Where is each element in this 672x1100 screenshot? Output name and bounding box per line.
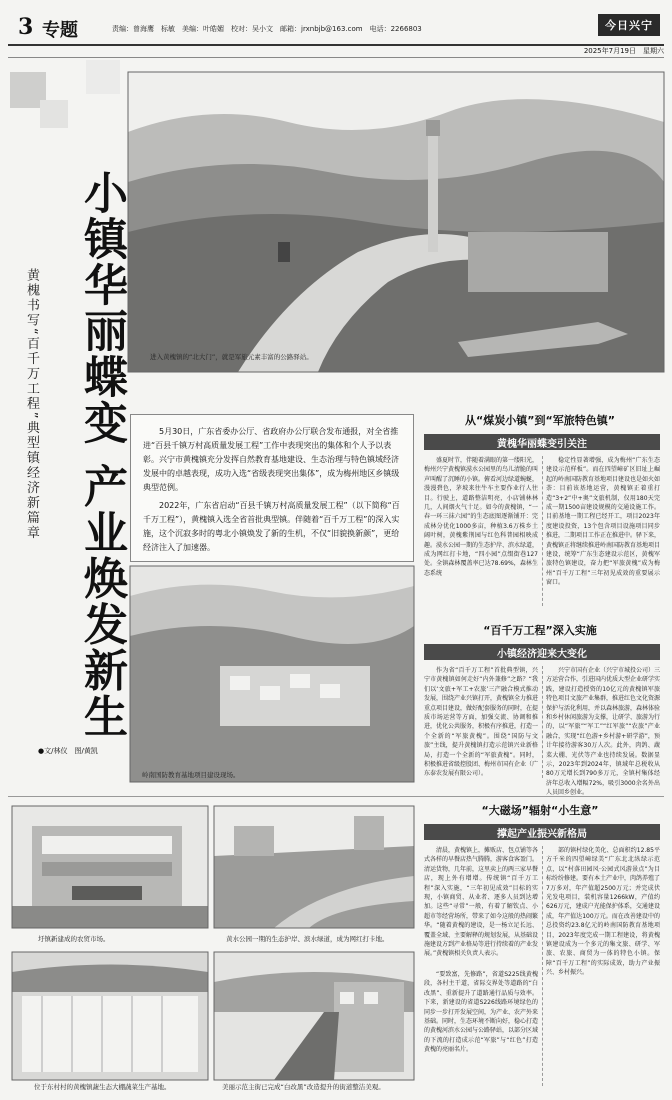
caption-gallery-3: 位于东村村的黄槐镇蔬生态大棚蔬菜生产基地。 [34, 1083, 171, 1091]
column-divider [542, 666, 543, 778]
header-rule [8, 44, 664, 46]
section3-bar: 撑起产业振兴新格局 [424, 824, 660, 840]
section1-title: 从“煤炭小镇”到“军旅特色镇” [465, 414, 615, 427]
section1-bar: 黄槐华丽蝶变引关注 [424, 434, 660, 450]
section-name: 专题 [42, 20, 78, 41]
caption-gallery-2: 黄水公园一期的生态护岸、滨水绿道，成为网红打卡地。 [226, 935, 389, 943]
section2-column [546, 666, 661, 797]
section2-bar: 小镇经济迎来大变化 [424, 644, 660, 660]
section1-column [546, 456, 660, 608]
body-text: “要致富，先修路”，省道S225线黄槐段，各村主干道，省际交界处等道路的“白改黑”、重新提升了道路通行品质与效率。下来，新建设的省道S226线路环境绿色的同步一步打开发展空间，为产业、农产外来基础。同时，生态环境不断向好，稳心打造的黄槐河滨水公园与公路驿站，以部分区域的下流的打造成示范“军旅”与“红色”打造黄槐的亮丽名片。 [424, 971, 539, 1054]
body-text: 作为省“百千万工程”首批典型镇，兴宁市黄槐镇如何走好“内外兼修”之路？“我们以‘文旅+军工+农旅’三产融合模式推动发展，围绕产业兴镇打开，黄槐镇全力推进重点项目建设，做好配套服务的同时，在提质市场运营等方面，加强交流、协调和推进，优化公共服务，积极有序推进，打造一个全新的“军旅黄槐”。围绕“国防与文旅”主线，提升黄槐镇打造示范镇兴业新格局，打造一个全新的“军旅黄槐”。同时，积极推进省级控股团、梅州市国有企业（广东泰农发展有限公司）。 [424, 667, 539, 778]
caption-gallery-1: 圩镇新建成的农贸市场。 [38, 935, 110, 943]
section2-column [424, 666, 538, 780]
masthead [8, 14, 664, 44]
photo-waterfront-park [214, 806, 414, 928]
body-text: 部的镇村绿化美化、总面积约12.85平方千米的四望嶂绿美“广东北北纵绿示范点，以“村落田园风·公园式风游景点”为目标纷纷修建。要有本土产业中，肉鸽养殖了7万多对，年产值超2500万元；并完成伏光发电项目，装机容量1266kW，产值约626万元，建成户光能保护体系，交通建设成，年产值达100万元。而在改善建设中的总投资约23.8亿元的岭南国防教育基地项目，2023年度完成一期工程建设，将黄槐镇建设成为一个多元的集文旅、研学、军旅、农旅、商贸为一体的特色小镇。保障“百千万工程”的实际成效，助力产业振兴、乡村振兴。 [546, 847, 661, 977]
body-text: 清晨，黄槐镇上，摊贩店、包点铺等各式各样的早餐店热气腾腾，游客食客盈门。清运货物，几年前，这里卖上的两三家早餐店，现上外有增增。传统镇“百千万工程”深入实施，“三年初见成效”目标的实现，小镇商贸、从业者、逐多人员到达增加。这些“寻常”一般，有着了解钦点、小超市等经营场所，带来了如今这般的热闹繁华。“随着黄槐的建设，是一杨立足长远、覆盖全域、主要解释的规划发展，从基础设施建设方到产业格局等进行持续着的产业发展。”黄槐镇相关负责人表示。 [424, 847, 539, 958]
section3-column [546, 846, 660, 1086]
issue-date: 2025年7月19日 星期六 [583, 47, 664, 55]
section2-title: “百千万工程”深入实施 [483, 624, 597, 637]
photo-gateway-road [128, 72, 664, 372]
lead-box [130, 414, 414, 562]
lead-paragraph: 5月30日，广东省委办公厅、省政府办公厅联合发布通报，对全省推进“百县千镇万村高质量发展工程”工作中表现突出的集体和个人予以表彰。兴宁市黄槐镇充分发挥自然教育基地建设、生态治理与特色镇域经济发展中的卓越表现，成功入选“省级表现突出集体”，成为梅州地区乡镇级典型范例。 [143, 427, 400, 492]
main-headline: 小镇华丽蝶变 产业焕发新生 [76, 170, 127, 740]
caption-mid-photo: 岭南国防教育基地项目建设现场。 [142, 771, 240, 779]
body-text: 兴宁市国有企业（兴宁市城投公司）三方运营合作，引进国内优质大型企业研学实践，建设打造授资的10亿元的黄槐镇军旅特色项目文旅产业集群，推进红色文化资源保护与活化利用，并以森林旅游，森林体验和乡村休闲旅游为支撑，让研学、旅游为行的，以“军旅”“军工”“红军旅”“农旅”产业融合，实现“红色游+乡村游+研学游”，预计年接待游客30万人次。此外，肉鸽、蔬菜大棚、光伏等产业也持续发展。数据显示，2023年到2024年，镇域年总税收从80万元增长到790多万元，全镇村集体经济年总收入增幅72%，吸引3000余名外出人员回乡创业。 [546, 667, 661, 797]
column-divider [542, 456, 543, 606]
section-divider [8, 796, 664, 797]
section3-column [424, 970, 538, 1086]
body-text: 稳定性显著增强，成为梅州“广东生态建设示范样板”。而在四望嶂矿区旧址上崛起的岭南国防教育基地项目建设也是如火如荼：目前该基地运营，黄槐镇正着重打造“3+2”中+奥”文旅机制，仅用180天完成一期1500亩建设规模的交通设施工作。目前基地一期工程已经开工，项目2023年度建设投资，13个包含项目设施项目同步推进，二期项目工作正在推进中。驿下来，黄槐镇正将继续推进岭南国防教育基地项目建设，统筹“广东生态建设示范区，黄槐军旅特色镇建设，奋力把“军旅黄槐”成为梅州“百千万工程”三年初见成效的重要展示窗口。 [546, 457, 661, 587]
page-number: 3 [18, 14, 34, 40]
section3-column [424, 846, 538, 966]
lead-paragraph: 2022年，广东省启动“百县千镇万村高质量发展工程”（以下简称“百千万工程”），黄槐镇入选全省首批典型镇。伴随着“百千万工程”的深入实施，这个沉寂多时的粤北小镇焕发了新的生机，不仅“旧貌换新颜”，更给经济注入了加速器。 [143, 501, 400, 552]
photo-greenhouses [12, 952, 208, 1080]
credits-line: 责编：曾海鹰 标敏 美编：叶皓媚 校对：吴小文 邮箱：jrxnbjb@163.com 电话：2266803 [112, 25, 422, 33]
caption-top-photo: 进入黄槐镇的“北大门”，就是军旅元素丰富的公路驿站。 [150, 353, 313, 361]
body-text: 盛夏时节，伴随着满眼的第一缕阳光，梅州兴宁黄槐镇漠水公园里的鸟儿清脆的叫声叫醒了沉睡的小镇。俯看河边绿道蜿蜒，漫漫碧色，茅坡来往牛车主要作业行人往目。行驶上，道路整洁明亮，小店铺林林几，人间烟火气十足。如今的黄槐镇，“一春一环三抹六园”的生态底图逐渐铺开：完成林分优化1000多亩，种植3.6万株乡土阔叶树，黄槐紫荆园与红色科普园相映成趣。漠水公园一期的生态护岸、滨水绿道，成为网红打卡地，“四小园”点缀街巷127处。全镇森林覆盖率已达78.69%，森林生态系统 [424, 457, 539, 577]
section3-title: “大磁场”辐射“小生意” [481, 804, 599, 817]
photo-defense-base [130, 566, 414, 782]
newspaper-logo: 今日兴宁 [598, 14, 660, 36]
photo-farmers-market [12, 806, 208, 928]
section1-column [424, 456, 538, 608]
decorative-square [40, 100, 68, 128]
subheadline: 黄槐书写“百千万工程”典型镇经济新篇章 [24, 268, 39, 541]
decorative-square [86, 60, 120, 94]
caption-gallery-4: 美丽示范主街已完成“白改黑”改造提升的街道整洁美观。 [222, 1083, 385, 1091]
column-divider [542, 846, 543, 1086]
byline: ●文/林仪 图/黄凯 [38, 747, 98, 755]
photo-main-street [214, 952, 414, 1080]
header-rule-thin [8, 57, 664, 58]
